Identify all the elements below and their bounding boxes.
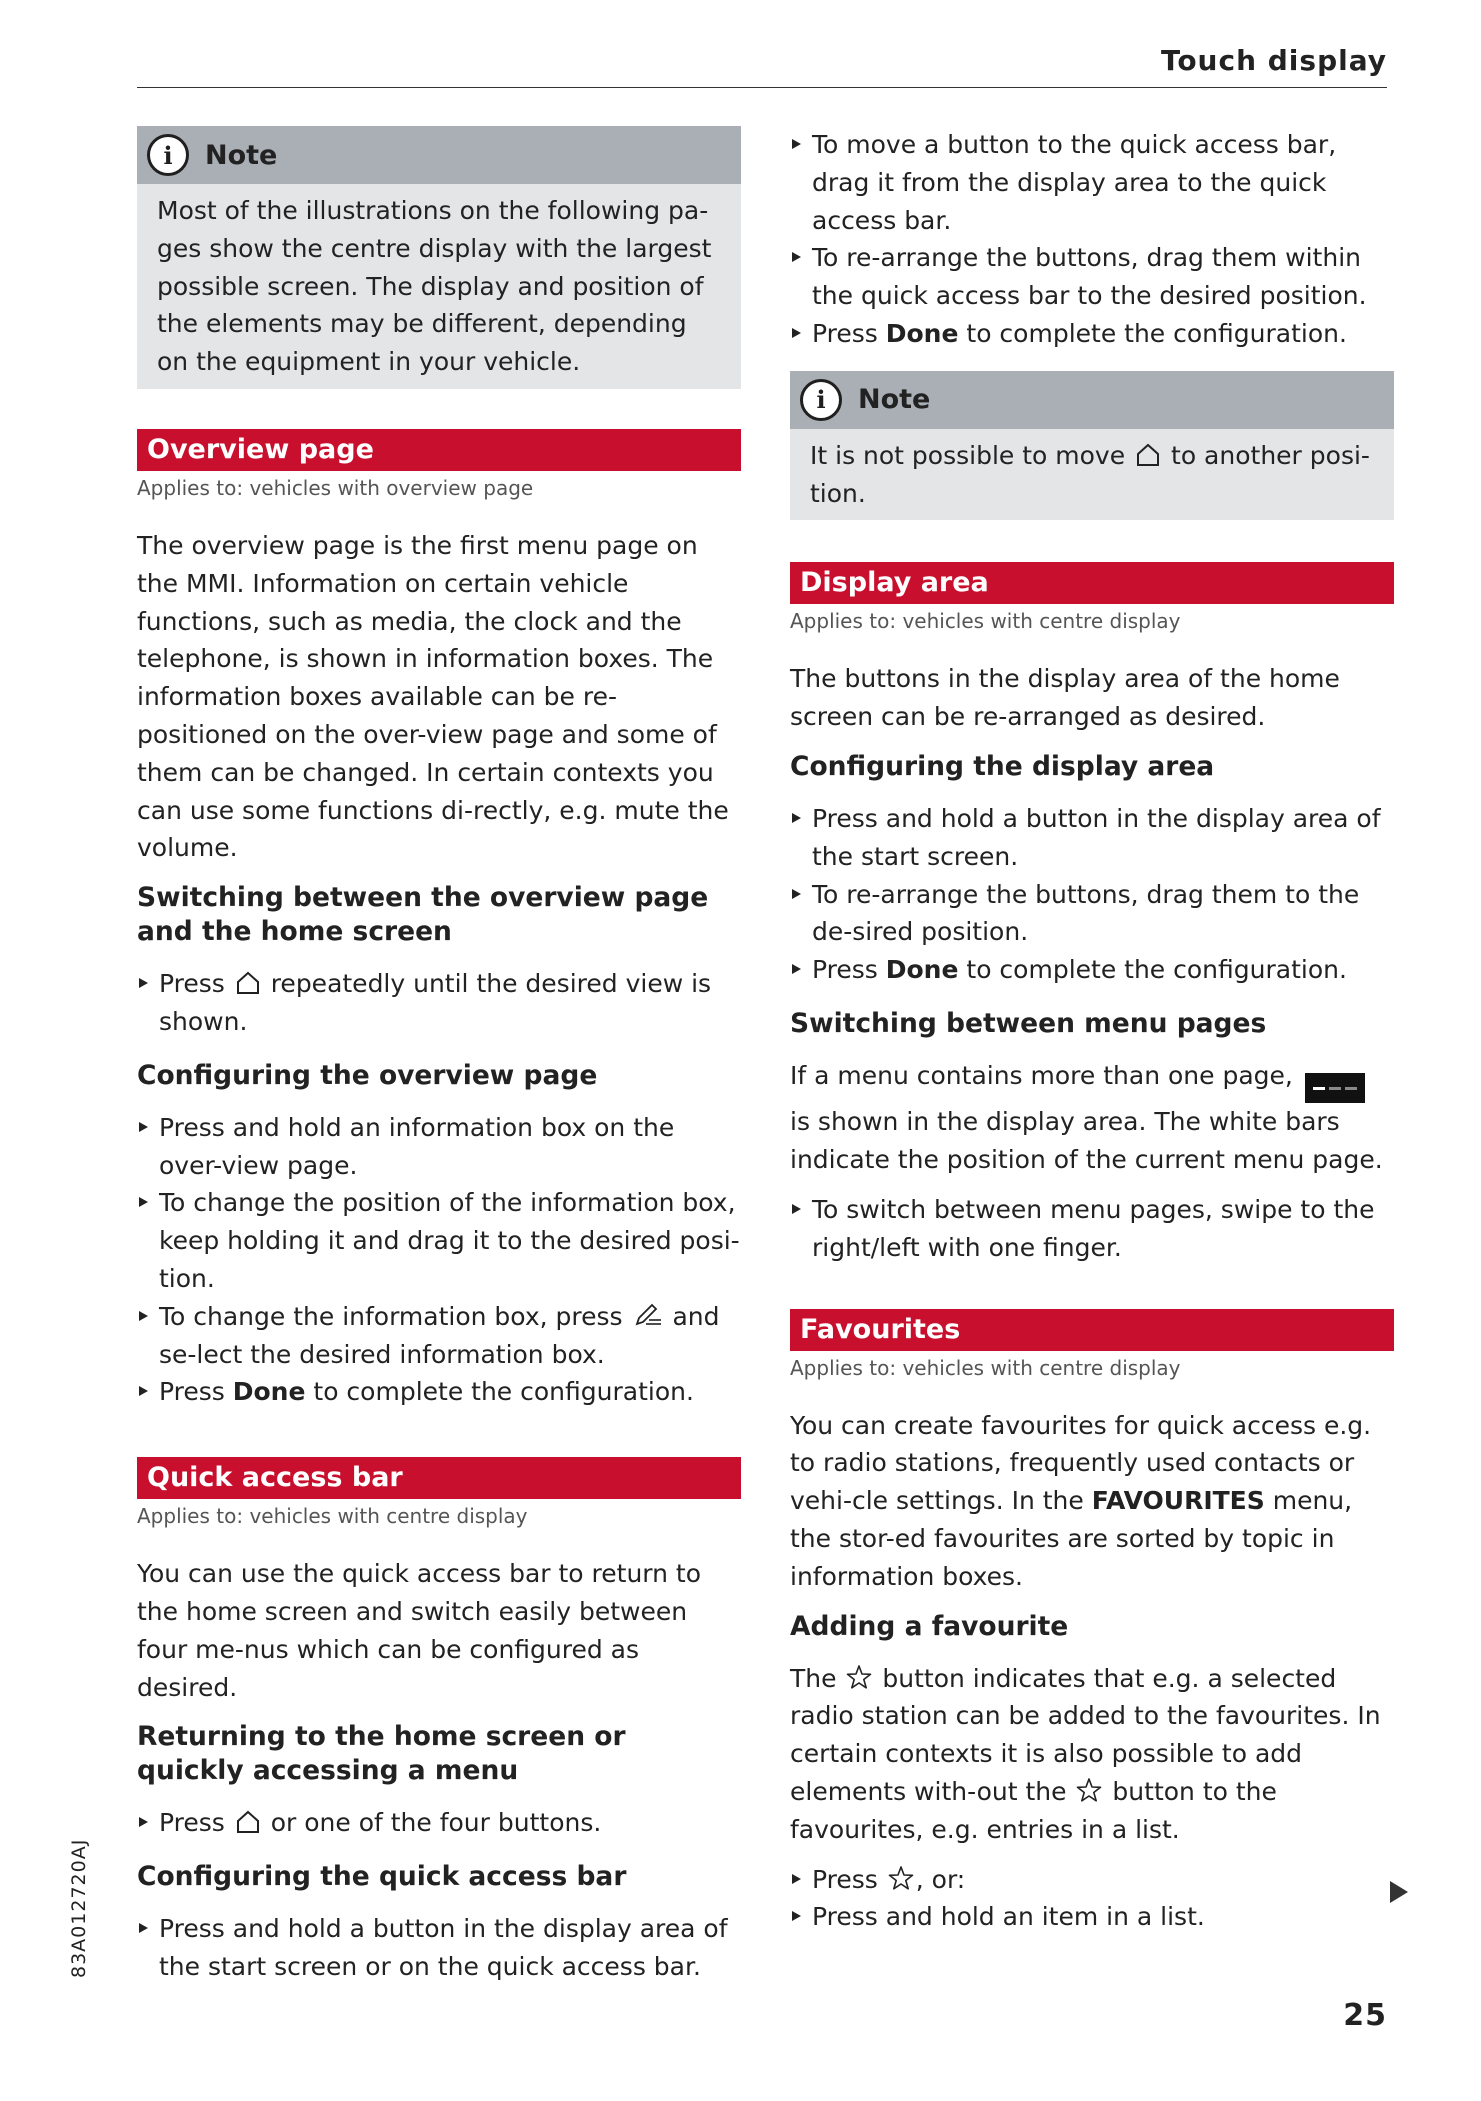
subheading-configuring-display-area: Configuring the display area <box>790 750 1215 782</box>
edit-icon <box>633 1302 663 1328</box>
bullet-list <box>137 1109 741 1411</box>
list-item: To change the information box, press and se-lect the desired information box. <box>137 1298 741 1374</box>
home-icon <box>235 1810 261 1834</box>
note-box <box>790 371 1394 521</box>
adding-favourite-paragraph: The button indicates that e.g. a selected radio station can be added to the favourites. In certain contexts it is also possible to add elements with-out the button to the favourites, e.g. entries in a list. <box>790 1663 1381 1844</box>
favourites-intro: You can create favourites for quick access e.g. to radio stations, frequently used contacts or vehi-cle settings. In the FAVOURITES menu, the stor-ed favourites are sorted by topic in information boxes. <box>790 1410 1372 1591</box>
list-item: Press , or: <box>790 1861 1394 1899</box>
star-icon <box>846 1664 872 1690</box>
list-item: To switch between menu pages, swipe to the right/left with one finger. <box>790 1191 1394 1267</box>
page-header-title: Touch display <box>1160 44 1387 77</box>
applies-to-text: Applies to: vehicles with overview page <box>137 475 534 500</box>
note-header <box>137 126 741 184</box>
section-title-display-area: Display area <box>790 562 1394 604</box>
list-item: Press and hold an information box on the over-view page. <box>137 1109 741 1185</box>
page-number: 25 <box>1343 1998 1387 2033</box>
list-item: Press or one of the four buttons. <box>137 1804 741 1842</box>
right-column <box>790 126 1394 1954</box>
subheading-adding-favourite: Adding a favourite <box>790 1610 1069 1642</box>
home-icon <box>235 971 261 995</box>
star-icon <box>888 1865 914 1891</box>
star-icon <box>1076 1777 1102 1803</box>
bullet-list <box>790 800 1394 989</box>
display-area-intro: The buttons in the display area of the home screen can be re-arranged as desired. <box>790 664 1340 732</box>
subheading-switching-overview: Switching between the overview page and the home screen <box>137 882 709 948</box>
bullet-list <box>137 1804 741 1842</box>
list-item: Press repeatedly until the desired view is shown. <box>137 965 741 1041</box>
quick-access-intro: You can use the quick access bar to return to the home screen and switch easily between four me-nus which can be configured as desired. <box>137 1559 702 1702</box>
note-box <box>137 126 741 389</box>
info-icon: i <box>800 379 842 421</box>
applies-to-text: Applies to: vehicles with centre display <box>790 1355 1181 1380</box>
note-header <box>790 371 1394 429</box>
bullet-list <box>790 1191 1394 1267</box>
note-title: Note <box>858 384 931 416</box>
continue-arrow-icon <box>1390 1881 1408 1903</box>
info-icon: i <box>147 134 189 176</box>
applies-to-text: Applies to: vehicles with centre display <box>137 1504 528 1529</box>
overview-intro: The overview page is the first menu page on the MMI. Information on certain vehicle functions, such as media, the clock and the telephone, is shown in information boxes. The information boxes available can be re-positioned on the over-view page and some of them can be changed. In certain contexts you can use some functions di-rectly, e.g. mute the volume. <box>137 530 729 863</box>
subheading-configuring-overview: Configuring the overview page <box>137 1059 598 1091</box>
subheading-configuring-quick-access: Configuring the quick access bar <box>137 1861 627 1893</box>
bullet-list <box>790 1861 1394 1937</box>
list-item: Press and hold an item in a list. <box>790 1898 1394 1936</box>
list-item: To change the position of the information box, keep holding it and drag it to the desired posi-tion. <box>137 1184 741 1297</box>
bullet-list <box>137 965 741 1041</box>
list-item: Press Done to complete the configuration. <box>790 315 1394 353</box>
applies-to-text: Applies to: vehicles with centre display <box>790 609 1181 634</box>
list-item: Press Done to complete the configuration. <box>137 1373 741 1411</box>
header-divider <box>137 87 1387 88</box>
list-item: Press Done to complete the configuration. <box>790 951 1394 989</box>
subheading-returning-home: Returning to the home screen or quickly accessing a menu <box>137 1721 626 1787</box>
note-body: It is not possible to move to another posi-tion. <box>790 429 1394 521</box>
list-item: To move a button to the quick access bar, drag it from the display area to the quick access bar. <box>790 126 1394 239</box>
list-item: To re-arrange the buttons, drag them to the de-sired position. <box>790 876 1394 952</box>
section-title-favourites: Favourites <box>790 1309 1394 1351</box>
left-column <box>137 126 741 2004</box>
menu-pages-paragraph: If a menu contains more than one page, is shown in the display area. The white bars indicate the position of the current menu page. <box>790 1060 1383 1175</box>
bullet-list <box>137 1910 741 1986</box>
list-item: Press and hold a button in the display area of the start screen or on the quick access bar. <box>137 1910 741 1986</box>
home-icon <box>1135 443 1161 467</box>
list-item: Press and hold a button in the display area of the start screen. <box>790 800 1394 876</box>
note-title: Note <box>205 139 278 171</box>
menu-pages-icon <box>1305 1073 1365 1103</box>
section-title-overview-page: Overview page <box>137 429 741 471</box>
document-code: 83A012720AJ <box>68 1838 90 1978</box>
section-title-quick-access-bar: Quick access bar <box>137 1457 741 1499</box>
bullet-list <box>790 126 1394 353</box>
note-body: Most of the illustrations on the following pa-ges show the centre display with the largest possible screen. The display and position of the elements may be different, depending on the equipment in your vehicle. <box>137 184 741 389</box>
subheading-switching-menu-pages: Switching between menu pages <box>790 1007 1267 1039</box>
list-item: To re-arrange the buttons, drag them within the quick access bar to the desired position. <box>790 239 1394 315</box>
